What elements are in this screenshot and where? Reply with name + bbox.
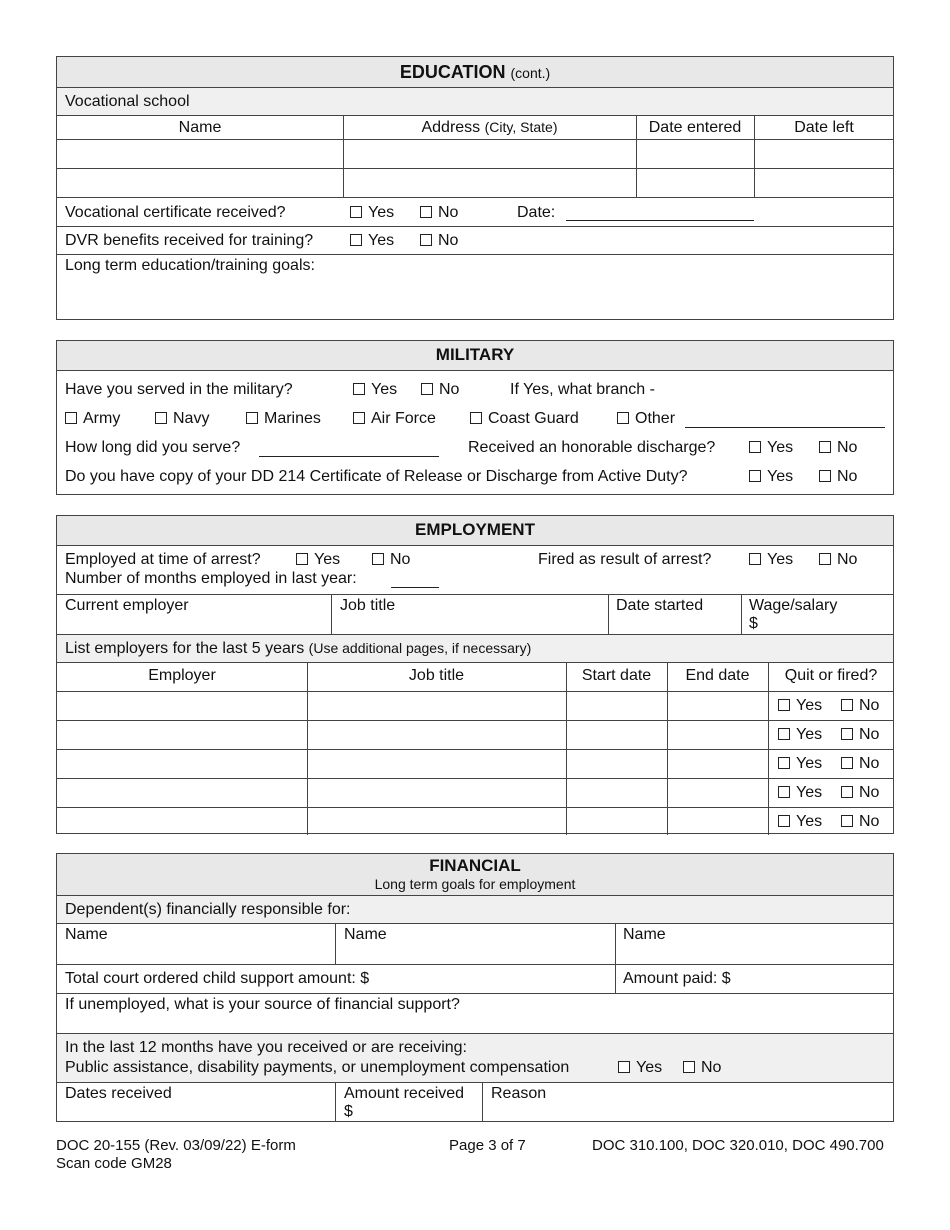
branch-marines-checkbox[interactable]: Marines [246,410,321,428]
last12-line1: In the last 12 months have you received or are receiving: [65,1039,467,1056]
months-field[interactable] [391,587,439,588]
how-long-field[interactable] [259,456,439,457]
date-started-label: Date started [616,597,704,614]
dvr-yes-checkbox[interactable]: Yes [350,232,394,250]
vocational-entry-row[interactable] [57,168,893,197]
financial-header [57,854,893,895]
fired-no-checkbox[interactable]: No [819,551,857,569]
unemployed-question: If unemployed, what is your source of financial support? [65,996,460,1013]
job-title-label: Job title [340,597,396,614]
quit-yes-checkbox[interactable]: Yes [778,813,822,831]
certificate-yes-checkbox[interactable]: Yes [350,204,394,222]
served-yes-checkbox[interactable]: Yes [353,381,397,399]
employer-history-row[interactable] [57,691,893,720]
months-question: Number of months employed in last year: [65,570,357,587]
financial-section [56,853,894,1122]
quit-no-checkbox[interactable]: No [841,726,879,744]
dd214-yes-checkbox[interactable]: Yes [749,468,793,486]
certificate-date-label: Date: [517,204,556,221]
quit-no-checkbox[interactable]: No [841,755,879,773]
branch-question: If Yes, what branch - [510,381,655,398]
employer-history-row[interactable] [57,778,893,807]
col-name: Name [178,119,222,136]
employed-question: Employed at time of arrest? [65,551,261,568]
employer-history-row[interactable] [57,749,893,778]
goals-row[interactable] [57,254,893,319]
military-header [57,341,893,370]
dependent-name-label: Name [344,926,387,943]
col-start-date: Start date [581,667,652,684]
doc-references: DOC 310.100, DOC 320.010, DOC 490.700 [592,1137,884,1154]
current-employer-row[interactable] [57,594,893,634]
employment-header [57,516,893,545]
dvr-row [57,226,893,254]
amount-received-dollar: $ [344,1103,353,1120]
employment-section [56,515,894,834]
quit-yes-checkbox[interactable]: Yes [778,784,822,802]
honorable-yes-checkbox[interactable]: Yes [749,439,793,457]
education-title: EDUCATION [399,62,506,82]
fired-yes-checkbox[interactable]: Yes [749,551,793,569]
employers-columns-row [57,662,893,691]
dd214-no-checkbox[interactable]: No [819,468,857,486]
employer-history-row[interactable] [57,720,893,749]
col-date-entered: Date entered [648,119,742,136]
scan-code: Scan code GM28 [56,1155,172,1172]
dependent-names-row[interactable] [57,923,893,964]
quit-no-checkbox[interactable]: No [841,813,879,831]
branch-air-force-checkbox[interactable]: Air Force [353,410,436,428]
col-quit-fired: Quit or fired? [784,667,878,684]
vocational-school-label: Vocational school [65,93,190,110]
certificate-date-field[interactable] [566,220,754,221]
col-date-left: Date left [794,119,854,136]
quit-no-checkbox[interactable]: No [841,697,879,715]
current-employer-label: Current employer [65,597,189,614]
amount-paid-label: Amount paid: $ [623,970,731,987]
education-header [57,57,893,87]
goals-label: Long term education/training goals: [65,257,315,274]
child-support-row[interactable] [57,964,893,993]
military-section [56,340,894,495]
fired-question: Fired as result of arrest? [538,551,712,568]
col-end-date: End date [685,667,750,684]
employed-no-checkbox[interactable]: No [372,551,410,569]
education-section [56,56,894,320]
quit-no-checkbox[interactable]: No [841,784,879,802]
list-employers-row [57,634,893,662]
dvr-no-checkbox[interactable]: No [420,232,458,250]
employment-title: EMPLOYMENT [415,520,535,539]
dependents-row [57,895,893,923]
dvr-question: DVR benefits received for training? [65,232,314,249]
last12-line2: Public assistance, disability payments, or unemployment compensation [65,1059,570,1076]
branch-army-checkbox[interactable]: Army [65,410,120,428]
certificate-question: Vocational certificate received? [65,204,286,221]
reason-label: Reason [491,1085,547,1102]
quit-yes-checkbox[interactable]: Yes [778,697,822,715]
dd214-question: Do you have copy of your DD 214 Certificate of Release or Discharge from Active Duty? [65,468,688,485]
vocational-school-row [57,87,893,115]
branch-coast-guard-checkbox[interactable]: Coast Guard [470,410,579,428]
child-support-label: Total court ordered child support amount: $ [65,970,370,987]
assistance-yes-checkbox[interactable]: Yes [618,1059,662,1077]
col-employer: Employer [148,667,216,684]
col-address: Address (City, State) [421,119,558,136]
dates-received-row[interactable] [57,1082,893,1122]
quit-yes-checkbox[interactable]: Yes [778,726,822,744]
honorable-no-checkbox[interactable]: No [819,439,857,457]
military-title: MILITARY [435,345,515,364]
employer-history-row[interactable] [57,807,893,835]
branch-navy-checkbox[interactable]: Navy [155,410,209,428]
employed-yes-checkbox[interactable]: Yes [296,551,340,569]
page-number: Page 3 of 7 [449,1137,526,1154]
quit-yes-checkbox[interactable]: Yes [778,755,822,773]
col-job-title: Job title [408,667,465,684]
honorable-question: Received an honorable discharge? [468,439,716,456]
dependents-label: Dependent(s) financially responsible for: [65,901,351,918]
wage-label: Wage/salary [749,597,838,614]
served-question: Have you served in the military? [65,381,293,398]
certificate-row [57,197,893,226]
branch-other-checkbox[interactable]: Other [617,410,675,428]
vocational-entry-row[interactable] [57,139,893,168]
list-employers-label: List employers for the last 5 years (Use additional pages, if necessary) [65,640,532,657]
financial-subtitle: Long term goals for employment [374,876,576,892]
form-id: DOC 20-155 (Rev. 03/09/22) E-form [56,1137,296,1154]
served-no-checkbox[interactable]: No [421,381,459,399]
dependent-name-label: Name [65,926,108,943]
assistance-no-checkbox[interactable]: No [683,1059,721,1077]
education-title-suffix: (cont.) [510,65,551,81]
dates-received-label: Dates received [65,1085,172,1102]
branch-other-field[interactable] [685,427,885,428]
amount-received-label: Amount received [344,1085,465,1102]
financial-title: FINANCIAL [429,856,521,875]
employed-row [57,545,893,594]
last12-row [57,1033,893,1082]
vocational-columns-row [57,115,893,139]
military-body [57,370,893,495]
certificate-no-checkbox[interactable]: No [420,204,458,222]
wage-dollar: $ [749,615,758,632]
how-long-question: How long did you serve? [65,439,241,456]
dependent-name-label: Name [623,926,666,943]
unemployed-row[interactable] [57,993,893,1033]
